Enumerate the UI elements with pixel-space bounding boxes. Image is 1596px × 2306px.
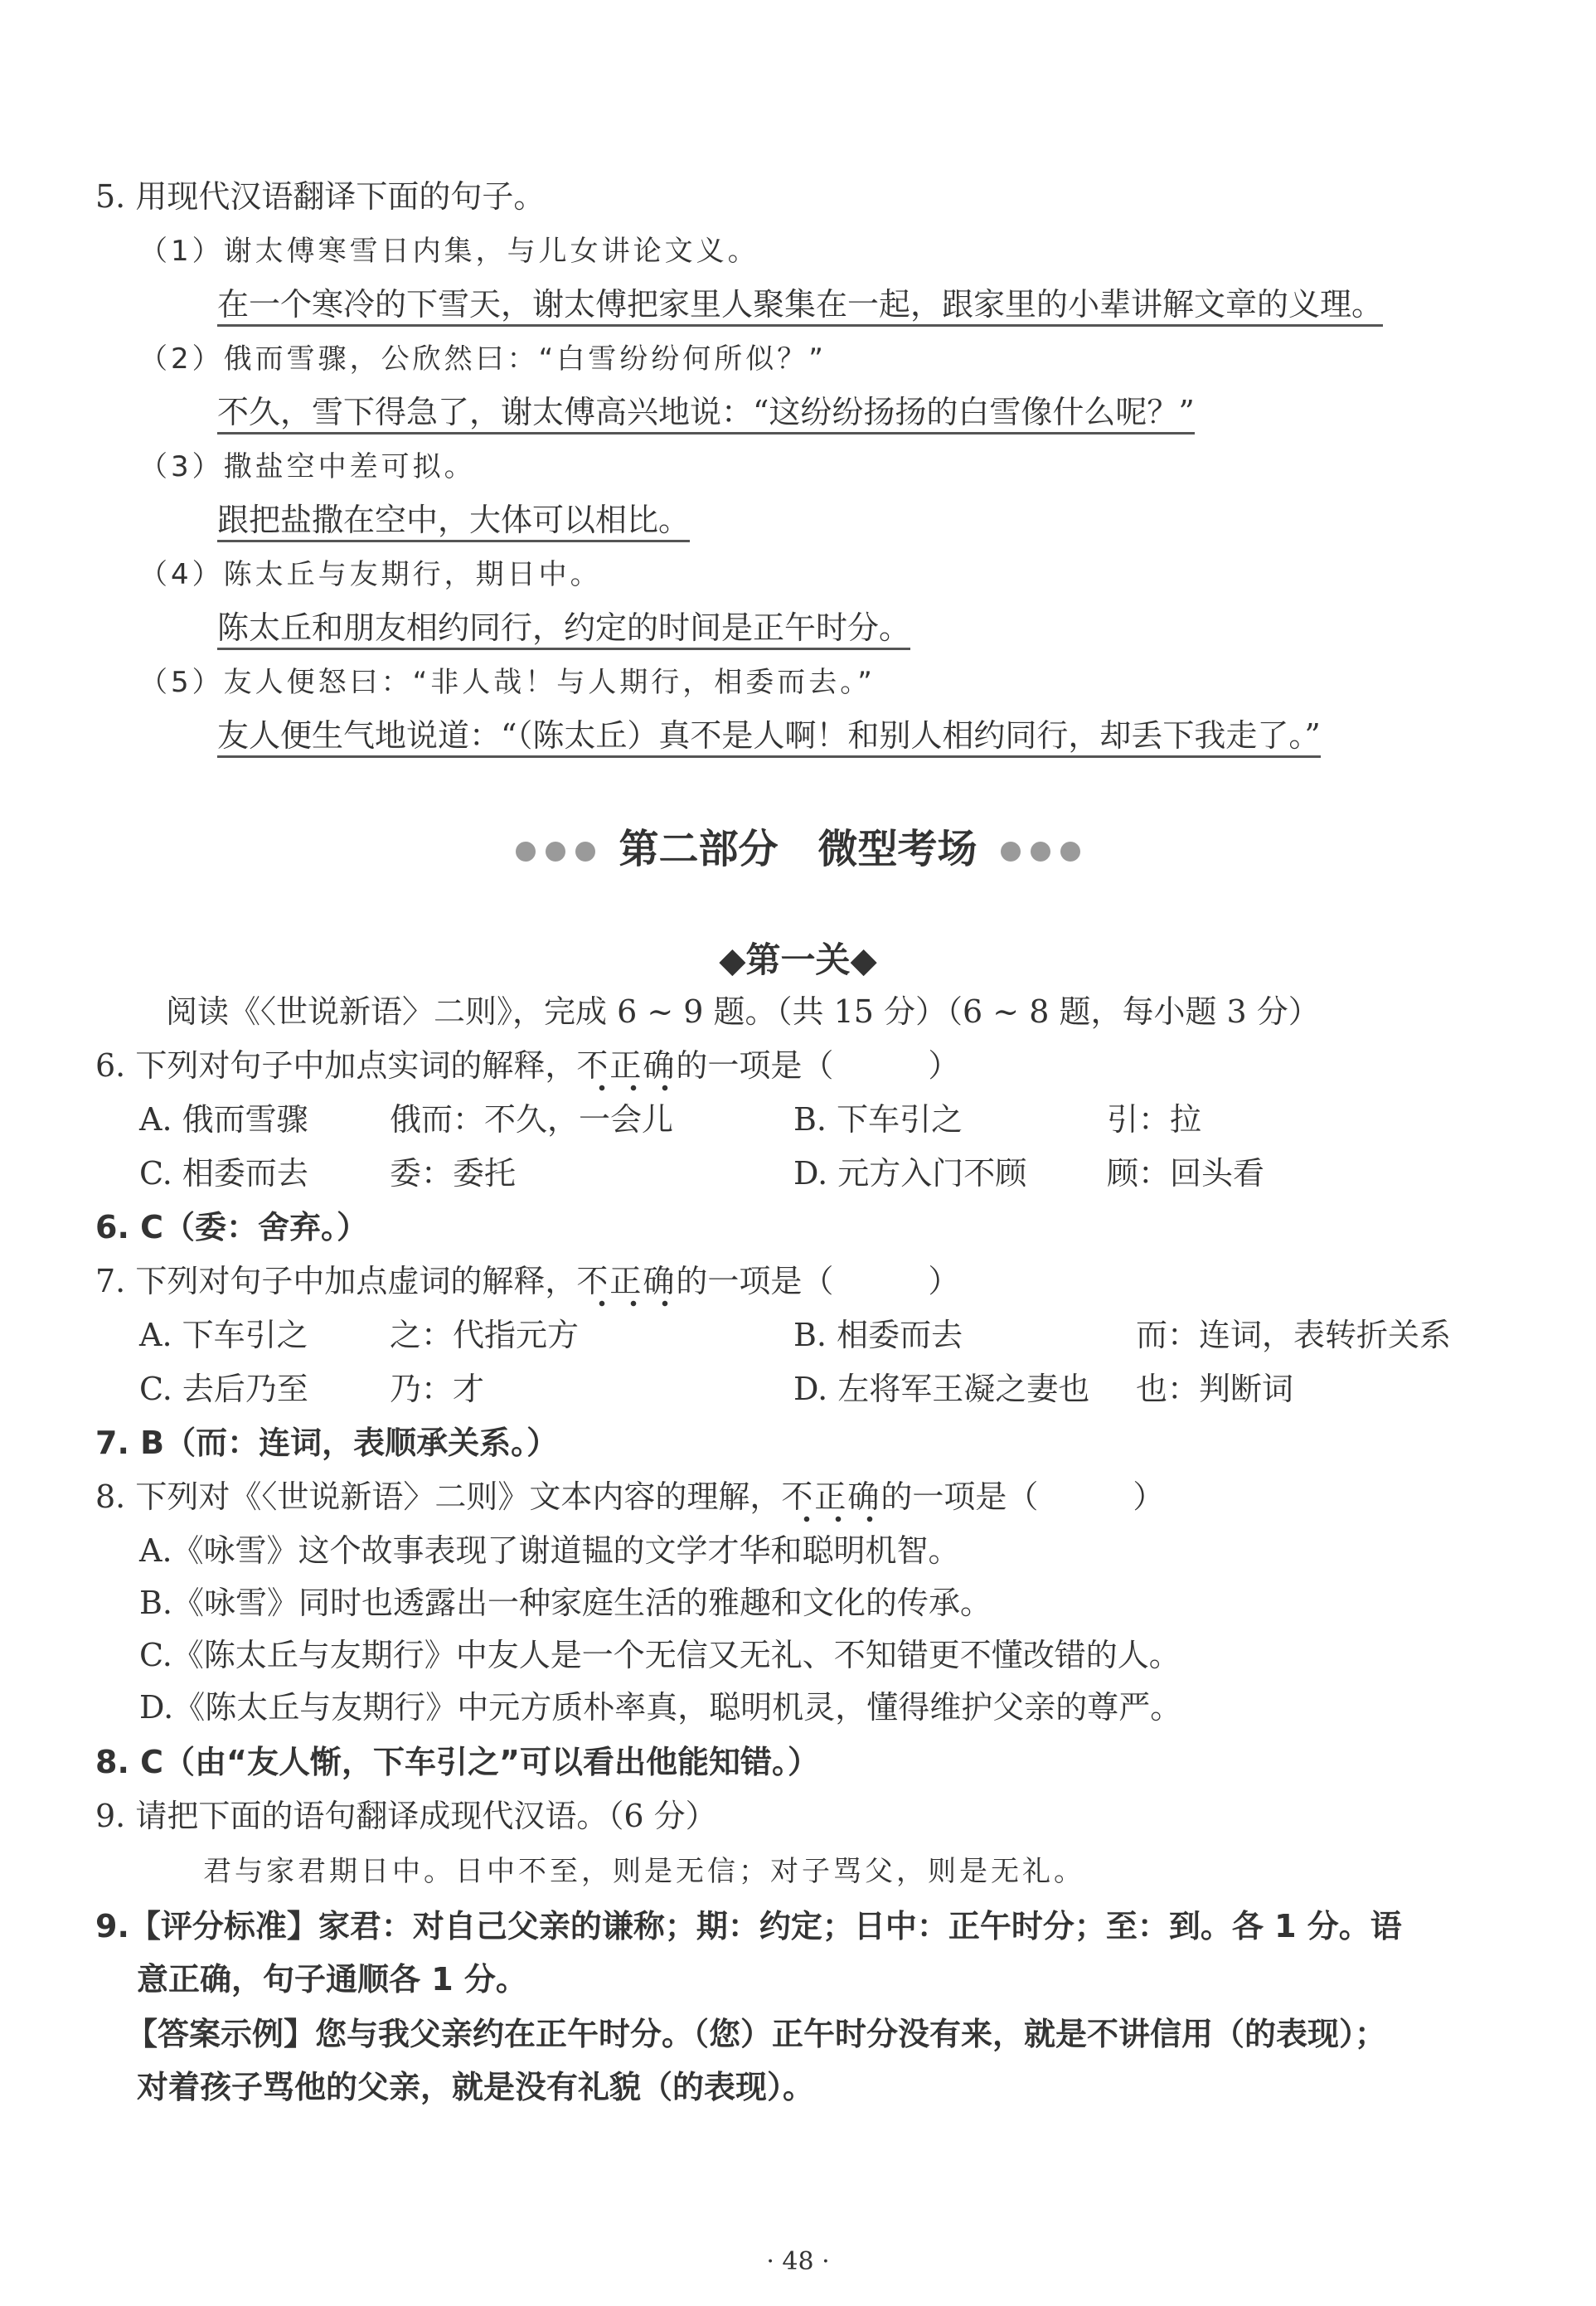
q5-title: 5. 用现代汉语翻译下面的句子。 [95,178,546,215]
q7-option-c-note: 乃：才 [390,1371,485,1407]
q5-item-4-answer: 陈太丘和朋友相约同行，约定的时间是正午时分。 [217,607,910,648]
subsection-title: ◆第一关◆ [719,939,877,980]
reading-intro: 阅读《〈世说新语〉二则》，完成 6 ~ 9 题。（共 15 分）（6 ~ 8 题，每小题 3 分） [166,993,1320,1030]
q5-item-5-answer: 友人便生气地说道：“（陈太丘）真不是人啊！和别人相约同行，却丢下我走了。” [217,715,1321,756]
q8-stem: 8. 下列对《〈世说新语〉二则》文本内容的理解，不正确的一项是（ ） [95,1476,1164,1517]
q9-stem: 9. 请把下面的语句翻译成现代汉语。（6 分） [95,1798,717,1834]
q6-option-b: B. 下车引之 [793,1101,963,1138]
q6-stem: 6. 下列对句子中加点实词的解释，不正确的一项是（ ） [95,1045,959,1086]
q9-example-line1: 【答案示例】您与我父亲约在正午时分。（您）正午时分没有来，就是不讲信用（的表现）； [126,2016,1387,2052]
q9-criteria-line1: 9.【评分标准】家君：对自己父亲的谦称；期：约定；日中：正午时分；至：到。各 1 分。语 [95,1908,1402,1944]
q7-option-b: B. 相委而去 [793,1317,963,1353]
q8-option-b: B.《咏雪》同时也透露出一种家庭生活的雅趣和文化的传承。 [139,1585,992,1621]
q5-item-2-source: （2）俄而雪骤，公欣然曰：“白雪纷纷何所似？” [139,342,827,376]
q6-option-d-note: 顾：回头看 [1107,1155,1265,1192]
q9-criteria-line2: 意正确，句子通顺各 1 分。 [137,1961,527,1998]
q9-source: 君与家君期日中。日中不至，则是无信；对子骂父，则是无礼。 [203,1855,1085,1888]
q7-option-a-note: 之：代指元方 [390,1317,580,1353]
q5-item-3-answer: 跟把盐撒在空中，大体可以相比。 [217,499,690,541]
q9-example-line2: 对着孩子骂他的父亲，就是没有礼貌（的表现）。 [137,2069,815,2105]
decor-dot-icon [516,842,536,862]
q8-option-d: D.《陈太丘与友期行》中元方质朴率真，聪明机灵，懂得维护父亲的尊严。 [139,1689,1182,1726]
q6-option-b-note: 引：拉 [1107,1101,1202,1138]
decor-dot-icon [546,842,565,862]
q7-stem: 7. 下列对句子中加点虚词的解释，不正确的一项是（ ） [95,1260,959,1302]
q6-option-a-note: 俄而：不久，一会儿 [390,1101,674,1138]
decor-dot-icon [1001,842,1021,862]
q5-item-2-answer: 不久，雪下得急了，谢太傅高兴地说：“这纷纷扬扬的白雪像什么呢？” [217,391,1195,433]
q6-option-a: A. 俄而雪骤 [139,1101,308,1138]
page-number: · 48 · [766,2247,830,2276]
decor-dot-icon [575,842,595,862]
q6-option-d: D. 元方入门不顾 [793,1155,1027,1192]
q7-option-c: C. 去后乃至 [139,1371,308,1407]
section-title: 第二部分 微型考场 [0,817,1596,874]
q8-option-a: A.《咏雪》这个故事表现了谢道韫的文学才华和聪明机智。 [139,1532,960,1569]
q6-emphasis: 不正确 [576,1047,676,1092]
q7-option-a: A. 下车引之 [139,1317,308,1353]
q8-emphasis: 不正确 [781,1478,880,1523]
q7-emphasis: 不正确 [576,1263,676,1308]
q8-option-c: C.《陈太丘与友期行》中友人是一个无信又无礼、不知错更不懂改错的人。 [139,1637,1181,1673]
q5-item-4-source: （4）陈太丘与友期行，期日中。 [139,558,602,591]
q6-option-c-note: 委：委托 [390,1155,517,1192]
decor-dot-icon [1031,842,1050,862]
q5-item-1-answer: 在一个寒冷的下雪天，谢太傅把家里人聚集在一起，跟家里的小辈讲解文章的义理。 [217,284,1383,325]
q6-option-c: C. 相委而去 [139,1155,308,1192]
q7-option-d: D. 左将军王凝之妻也 [793,1371,1090,1407]
q5-item-5-source: （5）友人便怒曰：“非人哉！与人期行，相委而去。” [139,666,876,699]
q7-answer: 7. B（而：连词，表顺承关系。） [95,1425,559,1461]
q7-option-d-note: 也：判断词 [1136,1371,1294,1407]
decor-dot-icon [1060,842,1080,862]
q5-item-1-source: （1）谢太傅寒雪日内集，与儿女讲论文义。 [139,235,759,268]
q7-option-b-note: 而：连词，表转折关系 [1136,1317,1452,1353]
q5-item-3-source: （3）撒盐空中差可拟。 [139,450,476,483]
q8-answer: 8. C（由“友人惭，下车引之”可以看出他能知错。） [95,1744,819,1780]
q6-answer: 6. C（委：舍弃。） [95,1209,368,1245]
